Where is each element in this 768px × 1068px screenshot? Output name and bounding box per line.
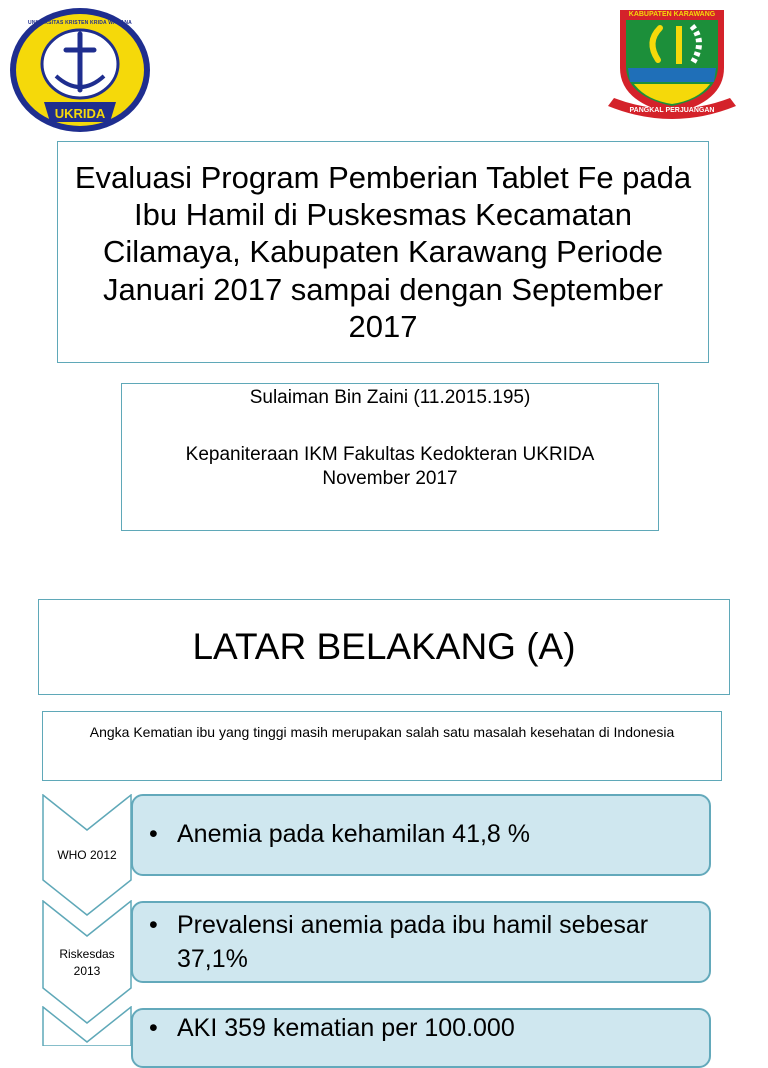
intro-text: Angka Kematian ibu yang tinggi masih merupakan salah satu masalah kesehatan di Indonesia <box>89 724 675 740</box>
author-name: Sulaiman Bin Zaini (11.2015.195) <box>249 387 531 408</box>
kabupaten-karawang-logo <box>606 2 738 126</box>
bullet-text: Prevalensi anemia pada ibu hamil sebesar 37,1% <box>177 911 649 973</box>
presentation-date: November 2017 <box>322 468 458 490</box>
karawang-top-text: KABUPATEN KARAWANG <box>628 11 716 18</box>
author-info-box <box>121 383 659 531</box>
bullet-dot: • <box>149 1014 158 1042</box>
bullet-box-2 <box>131 901 711 983</box>
bullet-box-1 <box>131 794 711 876</box>
ukrida-logo <box>8 6 152 134</box>
section-title: LATAR BELAKANG (A) <box>192 626 576 667</box>
bullet-text: AKI 359 kematian per 100.000 <box>177 1014 515 1042</box>
karawang-bottom-text: PANGKAL PERJUANGAN <box>629 107 715 114</box>
bullet-dot: • <box>149 911 158 939</box>
presentation-title: Evaluasi Program Pemberian Tablet Fe pada Ibu Hamil di Puskesmas Kecamatan Cilamaya, Kabupaten Karawang Periode Januari 2017 sampai dengan September 2017 <box>74 160 692 344</box>
chevron-item-3 <box>42 1006 132 1046</box>
bullet-box-3 <box>131 1008 711 1068</box>
bullet-dot: • <box>149 820 158 848</box>
chevron-label: Riskesdas 2013 <box>59 947 115 978</box>
author-affiliation: Kepaniteraan IKM Fakultas Kedokteran UKRIDA <box>185 443 595 465</box>
presentation-title-box <box>57 141 709 363</box>
section-title-box <box>38 599 730 695</box>
bullet-text: Anemia pada kehamilan 41,8 % <box>177 820 531 848</box>
intro-box <box>42 711 722 781</box>
chevron-label: WHO 2012 <box>57 848 117 862</box>
ukrida-banner-text: UKRIDA <box>54 106 106 121</box>
ukrida-ring-text: UNIVERSITAS KRISTEN KRIDA WACANA <box>28 20 132 26</box>
chevron-who-2012 <box>42 794 132 916</box>
